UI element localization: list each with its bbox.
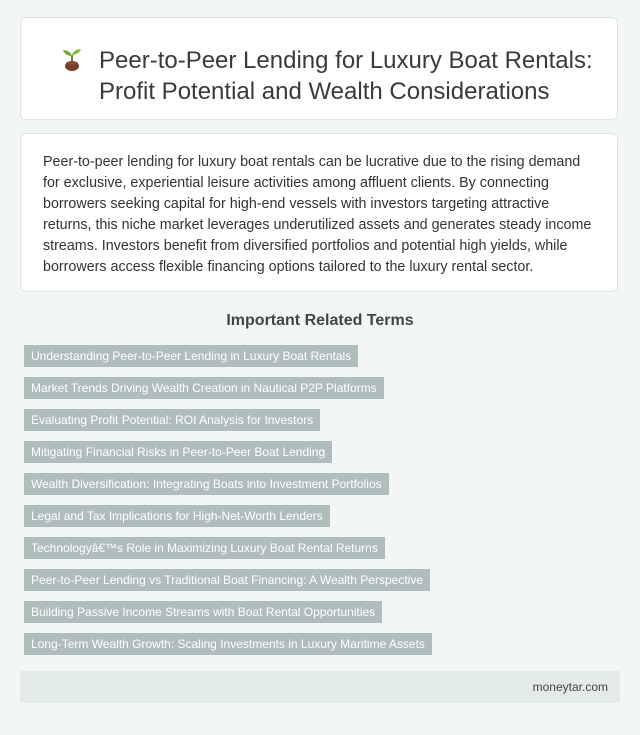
footer bbox=[20, 671, 620, 703]
summary-card bbox=[20, 133, 618, 292]
summary-text: Peer-to-peer lending for luxury boat rentals can be lucrative due to the rising demand for exclusive, experiential leisure activities among affluent clients. By connecting borrowers seeking capital for high-end vessels with investors targeting attractive returns, this niche market leverages underutilized assets and generates steady income streams. Investors benefit from diversified portfolios and potential high yields, while borrowers access flexible financing options tailored to the luxury rental sector. bbox=[43, 154, 592, 275]
related-term-tag[interactable]: Market Trends Driving Wealth Creation in Nautical P2P Platforms bbox=[24, 377, 384, 399]
related-term-tag[interactable]: Building Passive Income Streams with Boat Rental Opportunities bbox=[24, 601, 382, 623]
related-terms-heading: Important Related Terms bbox=[226, 312, 414, 329]
related-terms-list bbox=[24, 345, 432, 665]
related-term-tag[interactable]: Legal and Tax Implications for High-Net-Worth Lenders bbox=[24, 505, 330, 527]
footer-site-name[interactable]: moneytar.com bbox=[532, 680, 608, 694]
seedling-icon bbox=[59, 46, 85, 72]
related-term-tag[interactable]: Evaluating Profit Potential: ROI Analysis for Investors bbox=[24, 409, 320, 431]
title-row bbox=[59, 45, 619, 107]
related-term-tag[interactable]: Mitigating Financial Risks in Peer-to-Peer Boat Lending bbox=[24, 441, 332, 463]
related-term-tag[interactable]: Understanding Peer-to-Peer Lending in Luxury Boat Rentals bbox=[24, 345, 358, 367]
related-term-tag[interactable]: Peer-to-Peer Lending vs Traditional Boat Financing: A Wealth Perspective bbox=[24, 569, 430, 591]
related-term-tag[interactable]: Wealth Diversification: Integrating Boats into Investment Portfolios bbox=[24, 473, 389, 495]
related-term-tag[interactable]: Long-Term Wealth Growth: Scaling Investments in Luxury Maritime Assets bbox=[24, 633, 432, 655]
related-term-tag[interactable]: Technologyâ€™s Role in Maximizing Luxury Boat Rental Returns bbox=[24, 537, 385, 559]
title-card bbox=[20, 17, 618, 120]
page-title: Peer-to-Peer Lending for Luxury Boat Rentals: Profit Potential and Wealth Considerations bbox=[99, 47, 593, 105]
